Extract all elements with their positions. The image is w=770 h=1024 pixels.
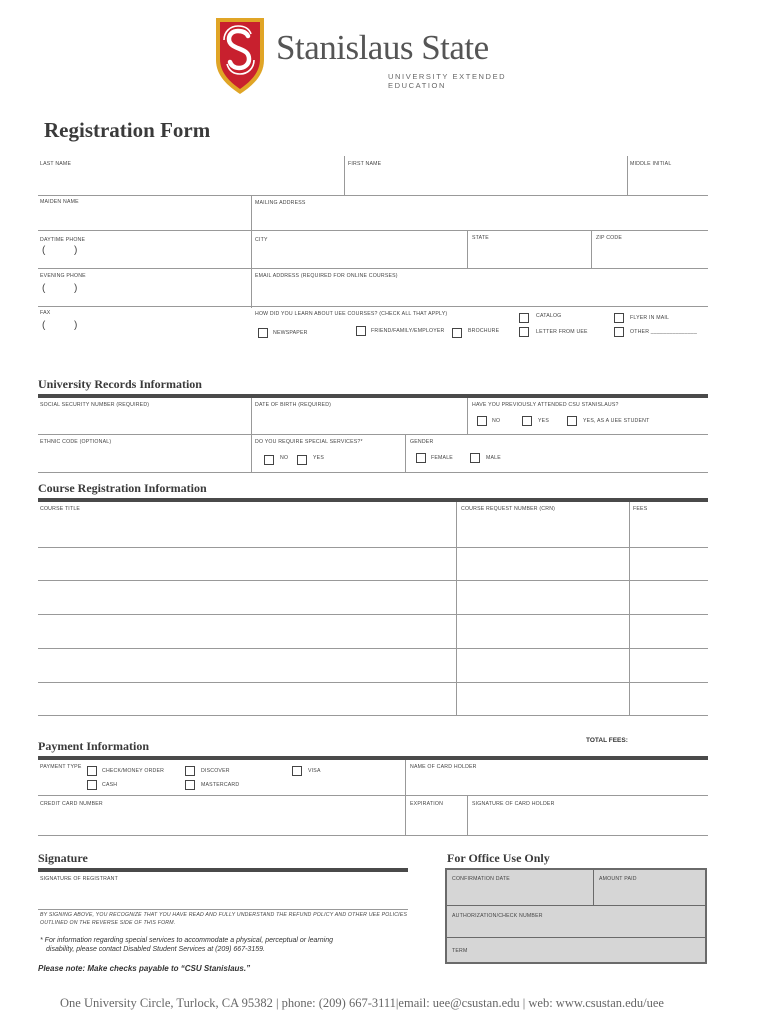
female-label: FEMALE — [431, 455, 453, 461]
checkbox-special-no[interactable] — [264, 455, 274, 465]
city-label: CITY — [255, 237, 268, 243]
fax-paren-close: ) — [74, 320, 78, 331]
course-title: Course Registration Information — [38, 481, 207, 495]
daytime-phone-label: DAYTIME PHONE — [40, 237, 86, 243]
special-note-1: * For information regarding special services to accommodate a physical, perceptual or learning — [40, 937, 333, 944]
newspaper-label: NEWSPAPER — [273, 330, 308, 336]
zip-code-label: ZIP CODE — [596, 235, 623, 241]
fax-label: FAX — [40, 310, 51, 316]
expiration-label: EXPIRATION — [410, 801, 444, 807]
logo — [212, 14, 552, 98]
payment-type-label: PAYMENT TYPE — [40, 764, 82, 770]
evening-paren-close: ) — [74, 283, 78, 294]
ssn-label: SOCIAL SECURITY NUMBER (REQUIRED) — [40, 402, 150, 408]
checkbox-special-yes[interactable] — [297, 455, 307, 465]
checkbox-brochure[interactable] — [452, 328, 462, 338]
amount-label: AMOUNT PAID — [599, 876, 637, 882]
fees-label: FEES — [633, 506, 648, 512]
cash-label: CASH — [102, 782, 118, 788]
attended-uee-label: YES, AS A UEE STUDENT — [583, 418, 650, 424]
office-box — [445, 868, 707, 964]
crn-label: COURSE REQUEST NUMBER (CRN) — [461, 506, 556, 512]
catalog-label: CATALOG — [536, 313, 562, 319]
state-label: STATE — [472, 235, 489, 241]
course-title-label: COURSE TITLE — [40, 506, 81, 512]
fax-paren-open: ( — [42, 320, 46, 331]
total-fees-label: TOTAL FEES: — [586, 737, 628, 744]
attended-yes-label: YES — [538, 418, 549, 424]
checkbox-catalog[interactable] — [519, 313, 529, 323]
special-label: DO YOU REQUIRE SPECIAL SERVICES?* — [255, 439, 363, 445]
checkbox-mastercard[interactable] — [185, 780, 195, 790]
evening-phone-label: EVENING PHONE — [40, 273, 86, 279]
checkbox-male[interactable] — [470, 453, 480, 463]
special-note-2: disability, please contact Disabled Student Services at (209) 667-3159. — [46, 946, 265, 953]
discover-label: DISCOVER — [201, 768, 230, 774]
logo-shield-icon — [212, 14, 268, 96]
how-learn-label: HOW DID YOU LEARN ABOUT UEE COURSES? (CHECK ALL THAT APPLY) — [255, 311, 448, 317]
ethnic-label: ETHNIC CODE (OPTIONAL) — [40, 439, 112, 445]
special-no-label: NO — [280, 455, 289, 461]
signature-title: Signature — [38, 851, 88, 865]
attended-no-label: NO — [492, 418, 501, 424]
logo-name: Stanislaus State — [276, 28, 489, 67]
flyer-label: FLYER IN MAIL — [630, 315, 670, 321]
first-name-label: FIRST NAME — [348, 161, 382, 167]
letter-label: LETTER FROM UEE — [536, 329, 588, 335]
attended-label: HAVE YOU PREVIOUSLY ATTENDED CSU STANISLAUS? — [472, 402, 619, 408]
records-title: University Records Information — [38, 377, 202, 391]
email-label: EMAIL ADDRESS (REQUIRED FOR ONLINE COURSES) — [255, 273, 398, 279]
maiden-name-label: MAIDEN NAME — [40, 199, 79, 205]
mailing-address-label: MAILING ADDRESS — [255, 200, 306, 206]
authorization-label: AUTHORIZATION/CHECK NUMBER — [452, 913, 543, 919]
office-title: For Office Use Only — [447, 851, 550, 865]
friend-label: FRIEND/FAMILY/EMPLOYER — [371, 328, 445, 334]
payment-title: Payment Information — [38, 739, 149, 753]
visa-label: VISA — [308, 768, 321, 774]
checkbox-attended-no[interactable] — [477, 416, 487, 426]
checkbox-visa[interactable] — [292, 766, 302, 776]
name-on-card-label: NAME OF CARD HOLDER — [410, 764, 477, 770]
checkbox-other[interactable] — [614, 327, 624, 337]
check-label: CHECK/MONEY ORDER — [102, 768, 165, 774]
checkbox-discover[interactable] — [185, 766, 195, 776]
checkbox-friend[interactable] — [356, 326, 366, 336]
agree-line-1: BY SIGNING ABOVE, YOU RECOGNIZE THAT YOU HAVE READ AND FULLY UNDERSTAND THE REFUND POLICY AND OTHER UEE POLICIES — [40, 912, 408, 918]
confirmation-label: CONFIRMATION DATE — [452, 876, 510, 882]
gender-label: GENDER — [410, 439, 434, 445]
checkbox-female[interactable] — [416, 453, 426, 463]
checkbox-flyer[interactable] — [614, 313, 624, 323]
checkbox-cash[interactable] — [87, 780, 97, 790]
last-name-label: LAST NAME — [40, 161, 72, 167]
form-title: Registration Form — [44, 118, 211, 142]
checkbox-attended-yes[interactable] — [522, 416, 532, 426]
checkbox-attended-uee[interactable] — [567, 416, 577, 426]
middle-initial-label: MIDDLE INITIAL — [630, 161, 672, 167]
checks-note: Please note: Make checks payable to “CSU Stanislaus.” — [38, 964, 251, 973]
special-yes-label: YES — [313, 455, 324, 461]
term-label: TERM — [452, 948, 468, 954]
logo-subtitle: UNIVERSITY EXTENDED EDUCATION — [388, 72, 507, 90]
daytime-paren-open: ( — [42, 245, 46, 256]
dob-label: DATE OF BIRTH (REQUIRED) — [255, 402, 332, 408]
checkbox-letter[interactable] — [519, 327, 529, 337]
mastercard-label: MASTERCARD — [201, 782, 240, 788]
male-label: MALE — [486, 455, 501, 461]
signature-registrant-label: SIGNATURE OF REGISTRANT — [40, 876, 118, 882]
cc-number-label: CREDIT CARD NUMBER — [40, 801, 103, 807]
checkbox-newspaper[interactable] — [258, 328, 268, 338]
agree-line-2: OUTLINED ON THE REVERSE SIDE OF THIS FORM. — [40, 920, 176, 926]
evening-paren-open: ( — [42, 283, 46, 294]
signature-holder-label: SIGNATURE OF CARD HOLDER — [472, 801, 555, 807]
daytime-paren-close: ) — [74, 245, 78, 256]
brochure-label: BROCHURE — [468, 328, 500, 334]
other-label: OTHER _______________ — [630, 329, 698, 335]
checkbox-check[interactable] — [87, 766, 97, 776]
footer-text: One University Circle, Turlock, CA 95382 | phone: (209) 667-3111|email: uee@csustan.edu | web: www.csustan.edu/uee — [60, 996, 664, 1010]
